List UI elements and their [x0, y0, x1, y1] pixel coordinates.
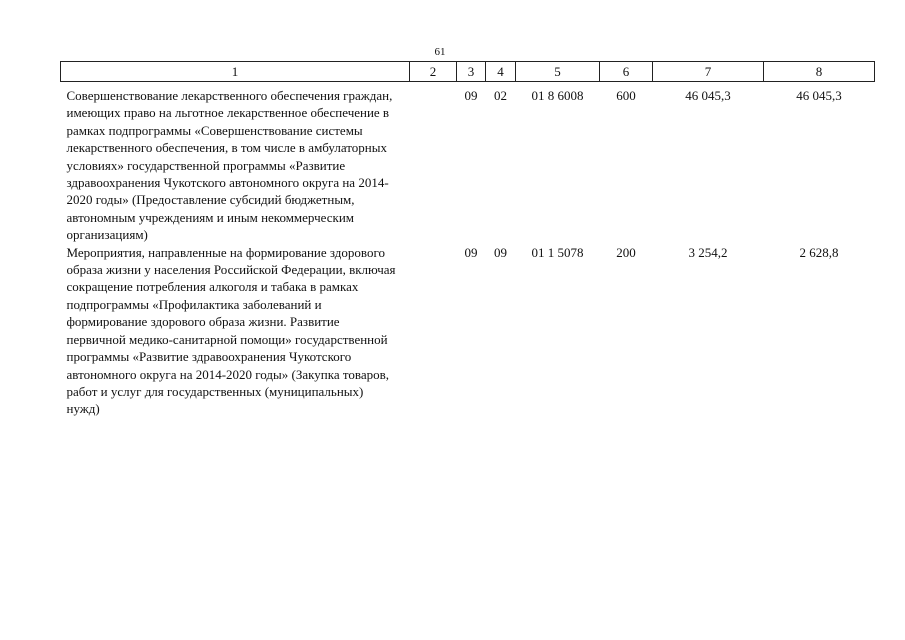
- header-col-7: 7: [653, 62, 764, 82]
- header-row: [61, 62, 875, 82]
- row-section: 09: [464, 244, 478, 260]
- header-col-4: 4: [486, 62, 516, 82]
- row-name: Совершенствование лекарственного обеспечения граждан, имеющих право на льготное лекарственное обеспечение в рамках подпрограммы «Совершенствование системы лекарственного обеспечения, в том числе в амбулаторных условиях» государственной программы «Развитие здравоохранения Чукотского автономного округа на 2014-2020 годы» (Предоставление субсидий бюджетным, автономным учреждениям и иным некоммерческим организациям): [66, 88, 393, 243]
- header-col-5: 5: [516, 62, 600, 82]
- row-target: 01 8 6008: [531, 88, 584, 103]
- row-sum-1: 3 254,2: [688, 244, 728, 260]
- row-name: Мероприятия, направленные на формирование здорового образа жизни у населения Российской Федерации, включая сокращение потребления алкоголя и табака в рамках подпрограммы «Профилактика заболеваний и формирование здорового образа жизни. Развитие первичной медико-санитарной помощи» государственной программы «Развитие здравоохранения Чукотского автономного округа на 2014-2020 годы» (Закупка товаров, работ и услуг для государственных (муниципальных) нужд): [66, 244, 396, 417]
- header-col-2: 2: [410, 62, 457, 82]
- row-section: 09: [464, 88, 478, 103]
- header-col-6: 6: [600, 62, 653, 82]
- header-col-1: 1: [61, 62, 410, 82]
- table-row: [61, 82, 875, 244]
- row-target: 01 1 5078: [531, 244, 584, 260]
- row-col2: [410, 82, 457, 244]
- row-sum-1: 46 045,3: [685, 88, 731, 103]
- row-subsection: 02: [494, 88, 507, 103]
- row-expense-type: 600: [616, 88, 636, 103]
- header-col-3: 3: [457, 62, 486, 82]
- table-row: [61, 244, 875, 418]
- row-col2: [410, 244, 457, 418]
- row-subsection: 09: [494, 244, 507, 260]
- budget-table: [60, 61, 875, 418]
- header-col-8: 8: [764, 62, 875, 82]
- row-expense-type: 200: [616, 244, 636, 260]
- row-sum-2: 2 628,8: [799, 244, 839, 260]
- row-sum-2: 46 045,3: [796, 88, 842, 103]
- page-number: 61: [434, 46, 446, 58]
